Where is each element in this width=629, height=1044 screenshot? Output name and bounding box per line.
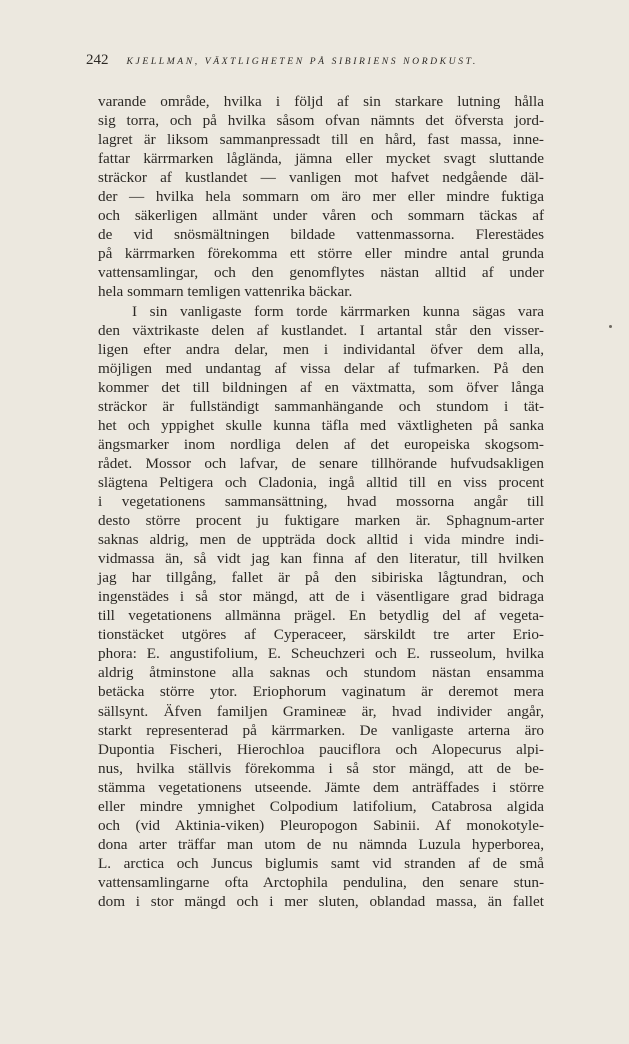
text-line: varande område, hvilka i följd af sin starkare lutning hålla <box>98 93 544 110</box>
text-line: L. arctica och Juncus biglumis samt vid stranden af de små <box>98 854 544 872</box>
text-line: vattensamlingarne ofta Arctophila pendulina, den senare stun- <box>98 873 544 891</box>
text-line: dom i stor mängd och i mer sluten, oblandad massa, än fallet <box>98 892 544 910</box>
text-line: Dupontia Fischeri, Hierochloa pauciflora och Alopecurus alpi- <box>98 740 544 758</box>
text-line: vattensamlingar, och den genomflytes nästan alltid af under <box>98 264 544 282</box>
text-line: sträckor af kustlandet — vanligen mot hafvet nedgående däl- <box>98 169 544 187</box>
text-line: stämma vegetationens utseende. Jämte dem anträffades i större <box>98 778 544 796</box>
running-title: KJELLMAN, VÄXTLIGHETEN PÅ SIBIRIENS NORDKUST. <box>126 56 478 67</box>
text-line: sträckor är fullständigt sammanhängande och stundom i tät- <box>98 397 544 415</box>
text-line: ängsmarker inom nordliga delen af det europeiska skogsom- <box>98 435 544 453</box>
text-line: på kärrmarken förekomma ett större eller mindre antal grunda <box>98 245 544 263</box>
text-line: hela sommarn temligen vattenrika bäckar. <box>98 283 353 301</box>
text-line: tionstäcket utgöres af Cyperaceer, särskildt tre arter Erio- <box>98 626 544 644</box>
text-line: sällsynt. Äfven familjen Gramineæ är, hvad individer angår, <box>98 702 544 720</box>
page-header <box>86 52 531 74</box>
text-line: till vegetationens allmänna prägel. En betydlig del af vegeta- <box>98 607 544 625</box>
text-line: starkt representerad på kärrmarken. De vanligaste arterna äro <box>98 721 544 739</box>
text-line: der — hvilka hela sommarn om äro mer eller mindre fuktiga <box>98 188 544 206</box>
text-line: desto större procent ju fuktigare marken är. Sphagnum-arter <box>98 512 544 530</box>
text-line: kommer det till bildningen af en växtmatta, som öfver långa <box>98 378 544 396</box>
text-line: saknas aldrig, men de uppträda dock alltid i vida mindre indi- <box>98 531 544 549</box>
body-text <box>98 92 544 911</box>
text-line: den växtrikaste delen af kustlandet. I artantal står den visser- <box>98 321 544 339</box>
text-line: betäcka större ytor. Eriophorum vaginatum är deremot mera <box>98 683 544 701</box>
text-line: phora: E. angustifolium, E. Scheuchzeri och E. russeolum, hvilka <box>98 645 544 663</box>
text-line: i vegetationens sammansättning, hvad mossorna angår till <box>98 492 544 510</box>
text-line: och (vid Aktinia-viken) Pleuropogon Sabinii. Af monokotyle- <box>98 816 544 834</box>
text-line: ligen efter andra delar, men i individantal öfver dem alla, <box>98 340 544 358</box>
text-line: het och yppighet skulle kunna täfla med växtligheten på sanka <box>98 416 544 434</box>
text-line: fattar kärrmarken lågländа, jämna eller mycket svagt sluttande <box>98 150 544 168</box>
text-line: de vid snösmältningen bildade vattenmassorna. Flerestädes <box>98 226 544 244</box>
margin-speck <box>609 325 612 328</box>
text-line: rådet. Mossor och lafvar, de senare tillhörande hufvudsakligen <box>98 454 544 472</box>
text-line: vidmassa än, så vidt jag kan finna af den literatur, till hvilken <box>98 550 544 568</box>
text-line: sig torra, och på hvilka såsom ofvan nämnts det öfversta jord- <box>98 112 544 130</box>
text-line: eller mindre ymnighet Colpodium latifolium, Catabrosa algida <box>98 797 544 815</box>
text-line: ingenstädes i så stor mängd, att de i väsentligare grad bidraga <box>98 588 544 606</box>
text-line: möjligen med undantag af vissa delar af tufmarken. På den <box>98 359 544 377</box>
text-line: slägtena Peltigera och Cladonia, ingå alltid till en viss procent <box>98 473 544 491</box>
text-line: jag har tillgång, fallet är på den sibiriska lågtundran, och <box>98 569 544 587</box>
text-line: aldrig åtminstone alla saknas och stundom nästan ensamma <box>98 664 544 682</box>
text-line: nus, hvilka ställvis förekomma i så stor mängd, att de be- <box>98 759 544 777</box>
text-line: och säkerligen allmänt under våren och sommarn täckas af <box>98 207 544 225</box>
text-line: dona arter träffar man utom de nu nämnda Luzula hyperborea, <box>98 835 544 853</box>
paragraph-start-line: I sin vanligaste form torde kärrmarken kunna sägas vara <box>132 302 544 320</box>
text-line: lagret är liksom sammanpressadt till en hård, fast massa, inne- <box>98 131 544 149</box>
page-number: 242 <box>86 52 109 68</box>
